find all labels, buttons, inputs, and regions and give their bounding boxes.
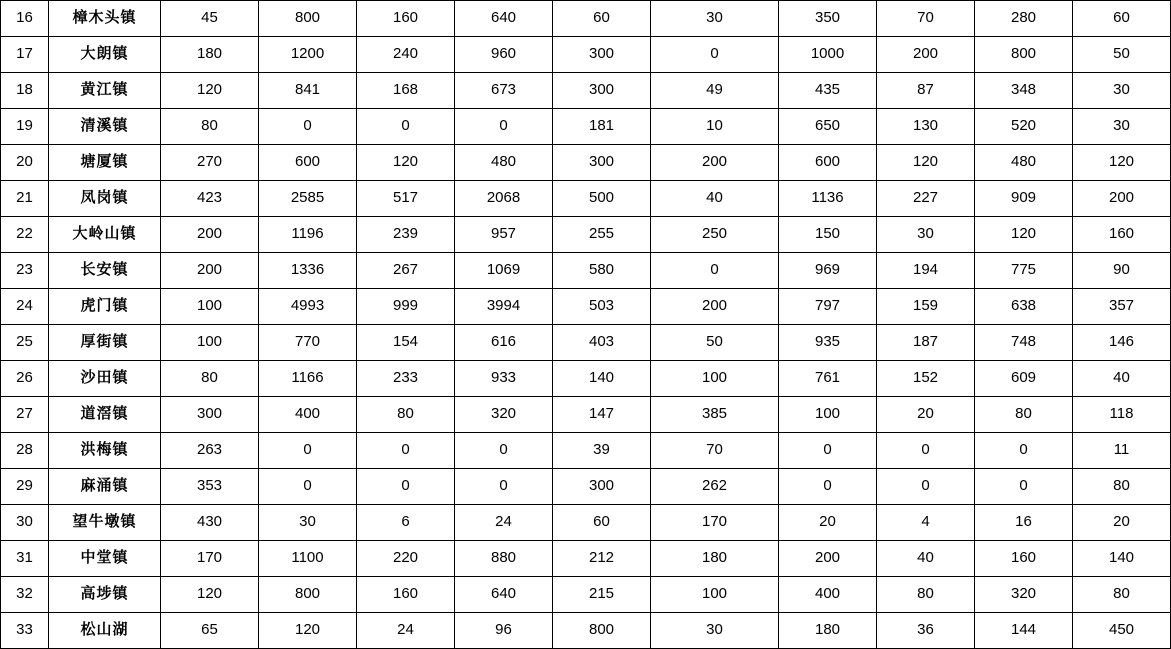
table-row[interactable]	[1, 217, 1171, 253]
value-cell[interactable]: 270	[161, 145, 259, 181]
value-cell[interactable]: 70	[651, 433, 779, 469]
value-cell[interactable]: 120	[877, 145, 975, 181]
value-cell[interactable]: 638	[975, 289, 1073, 325]
value-cell[interactable]: 960	[455, 37, 553, 73]
value-cell[interactable]: 263	[161, 433, 259, 469]
value-cell[interactable]: 120	[161, 73, 259, 109]
value-cell[interactable]: 36	[877, 613, 975, 649]
table-row[interactable]	[1, 289, 1171, 325]
value-cell[interactable]: 40	[1073, 361, 1171, 397]
value-cell[interactable]: 880	[455, 541, 553, 577]
row-index-cell[interactable]: 30	[1, 505, 49, 541]
value-cell[interactable]: 400	[779, 577, 877, 613]
value-cell[interactable]: 800	[259, 577, 357, 613]
value-cell[interactable]: 120	[1073, 145, 1171, 181]
row-index-cell[interactable]: 31	[1, 541, 49, 577]
value-cell[interactable]: 480	[455, 145, 553, 181]
value-cell[interactable]: 0	[651, 253, 779, 289]
value-cell[interactable]: 423	[161, 181, 259, 217]
value-cell[interactable]: 20	[877, 397, 975, 433]
town-name-cell[interactable]: 凤岗镇	[49, 181, 161, 217]
town-name-cell[interactable]: 中堂镇	[49, 541, 161, 577]
value-cell[interactable]: 435	[779, 73, 877, 109]
value-cell[interactable]: 118	[1073, 397, 1171, 433]
row-index-cell[interactable]: 22	[1, 217, 49, 253]
value-cell[interactable]: 90	[1073, 253, 1171, 289]
table-row[interactable]	[1, 181, 1171, 217]
value-cell[interactable]: 0	[975, 469, 1073, 505]
value-cell[interactable]: 2068	[455, 181, 553, 217]
row-index-cell[interactable]: 32	[1, 577, 49, 613]
table-row[interactable]	[1, 505, 1171, 541]
value-cell[interactable]: 0	[455, 109, 553, 145]
value-cell[interactable]: 39	[553, 433, 651, 469]
value-cell[interactable]: 200	[1073, 181, 1171, 217]
value-cell[interactable]: 255	[553, 217, 651, 253]
row-index-cell[interactable]: 27	[1, 397, 49, 433]
value-cell[interactable]: 673	[455, 73, 553, 109]
value-cell[interactable]: 150	[779, 217, 877, 253]
value-cell[interactable]: 30	[877, 217, 975, 253]
row-index-cell[interactable]: 29	[1, 469, 49, 505]
town-name-cell[interactable]: 塘厦镇	[49, 145, 161, 181]
town-name-cell[interactable]: 道滘镇	[49, 397, 161, 433]
value-cell[interactable]: 24	[455, 505, 553, 541]
value-cell[interactable]: 0	[357, 433, 455, 469]
value-cell[interactable]: 775	[975, 253, 1073, 289]
row-index-cell[interactable]: 20	[1, 145, 49, 181]
value-cell[interactable]: 640	[455, 577, 553, 613]
value-cell[interactable]: 140	[553, 361, 651, 397]
value-cell[interactable]: 0	[975, 433, 1073, 469]
value-cell[interactable]: 0	[779, 433, 877, 469]
value-cell[interactable]: 168	[357, 73, 455, 109]
value-cell[interactable]: 957	[455, 217, 553, 253]
value-cell[interactable]: 357	[1073, 289, 1171, 325]
table-row[interactable]	[1, 361, 1171, 397]
value-cell[interactable]: 841	[259, 73, 357, 109]
value-cell[interactable]: 147	[553, 397, 651, 433]
value-cell[interactable]: 240	[357, 37, 455, 73]
value-cell[interactable]: 320	[455, 397, 553, 433]
value-cell[interactable]: 0	[651, 37, 779, 73]
value-cell[interactable]: 0	[357, 109, 455, 145]
value-cell[interactable]: 200	[877, 37, 975, 73]
value-cell[interactable]: 350	[779, 1, 877, 37]
row-index-cell[interactable]: 16	[1, 1, 49, 37]
value-cell[interactable]: 194	[877, 253, 975, 289]
value-cell[interactable]: 517	[357, 181, 455, 217]
value-cell[interactable]: 180	[779, 613, 877, 649]
table-row[interactable]	[1, 145, 1171, 181]
value-cell[interactable]: 70	[877, 1, 975, 37]
table-row[interactable]	[1, 37, 1171, 73]
value-cell[interactable]: 100	[161, 289, 259, 325]
value-cell[interactable]: 80	[161, 109, 259, 145]
value-cell[interactable]: 1200	[259, 37, 357, 73]
value-cell[interactable]: 215	[553, 577, 651, 613]
value-cell[interactable]: 1136	[779, 181, 877, 217]
value-cell[interactable]: 60	[553, 1, 651, 37]
value-cell[interactable]: 50	[651, 325, 779, 361]
value-cell[interactable]: 220	[357, 541, 455, 577]
value-cell[interactable]: 267	[357, 253, 455, 289]
value-cell[interactable]: 2585	[259, 181, 357, 217]
table-row[interactable]	[1, 433, 1171, 469]
town-name-cell[interactable]: 虎门镇	[49, 289, 161, 325]
value-cell[interactable]: 1100	[259, 541, 357, 577]
value-cell[interactable]: 50	[1073, 37, 1171, 73]
table-row[interactable]	[1, 253, 1171, 289]
value-cell[interactable]: 120	[975, 217, 1073, 253]
value-cell[interactable]: 16	[975, 505, 1073, 541]
value-cell[interactable]: 180	[651, 541, 779, 577]
value-cell[interactable]: 40	[651, 181, 779, 217]
town-name-cell[interactable]: 沙田镇	[49, 361, 161, 397]
value-cell[interactable]: 49	[651, 73, 779, 109]
value-cell[interactable]: 239	[357, 217, 455, 253]
value-cell[interactable]: 300	[553, 145, 651, 181]
table-row[interactable]	[1, 469, 1171, 505]
table-row[interactable]	[1, 73, 1171, 109]
value-cell[interactable]: 60	[1073, 1, 1171, 37]
row-index-cell[interactable]: 25	[1, 325, 49, 361]
value-cell[interactable]: 65	[161, 613, 259, 649]
row-index-cell[interactable]: 24	[1, 289, 49, 325]
value-cell[interactable]: 1069	[455, 253, 553, 289]
value-cell[interactable]: 24	[357, 613, 455, 649]
value-cell[interactable]: 200	[779, 541, 877, 577]
value-cell[interactable]: 0	[455, 469, 553, 505]
value-cell[interactable]: 1000	[779, 37, 877, 73]
value-cell[interactable]: 30	[1073, 73, 1171, 109]
value-cell[interactable]: 609	[975, 361, 1073, 397]
value-cell[interactable]: 181	[553, 109, 651, 145]
value-cell[interactable]: 80	[1073, 577, 1171, 613]
value-cell[interactable]: 160	[1073, 217, 1171, 253]
value-cell[interactable]: 385	[651, 397, 779, 433]
town-name-cell[interactable]: 清溪镇	[49, 109, 161, 145]
value-cell[interactable]: 60	[553, 505, 651, 541]
value-cell[interactable]: 144	[975, 613, 1073, 649]
value-cell[interactable]: 250	[651, 217, 779, 253]
value-cell[interactable]: 40	[877, 541, 975, 577]
value-cell[interactable]: 0	[259, 109, 357, 145]
value-cell[interactable]: 120	[161, 577, 259, 613]
value-cell[interactable]: 80	[877, 577, 975, 613]
table-row[interactable]	[1, 397, 1171, 433]
value-cell[interactable]: 20	[1073, 505, 1171, 541]
value-cell[interactable]: 80	[975, 397, 1073, 433]
value-cell[interactable]: 520	[975, 109, 1073, 145]
table-body	[1, 1, 1171, 649]
value-cell[interactable]: 4993	[259, 289, 357, 325]
value-cell[interactable]: 227	[877, 181, 975, 217]
value-cell[interactable]: 20	[779, 505, 877, 541]
value-cell[interactable]: 30	[651, 1, 779, 37]
value-cell[interactable]: 909	[975, 181, 1073, 217]
value-cell[interactable]: 480	[975, 145, 1073, 181]
value-cell[interactable]: 503	[553, 289, 651, 325]
value-cell[interactable]: 800	[975, 37, 1073, 73]
value-cell[interactable]: 11	[1073, 433, 1171, 469]
town-name-cell[interactable]: 樟木头镇	[49, 1, 161, 37]
value-cell[interactable]: 30	[1073, 109, 1171, 145]
value-cell[interactable]: 187	[877, 325, 975, 361]
value-cell[interactable]: 400	[259, 397, 357, 433]
value-cell[interactable]: 403	[553, 325, 651, 361]
value-cell[interactable]: 212	[553, 541, 651, 577]
row-index-cell[interactable]: 18	[1, 73, 49, 109]
value-cell[interactable]: 800	[553, 613, 651, 649]
value-cell[interactable]: 640	[455, 1, 553, 37]
town-name-cell[interactable]: 厚街镇	[49, 325, 161, 361]
value-cell[interactable]: 100	[779, 397, 877, 433]
town-name-cell[interactable]: 长安镇	[49, 253, 161, 289]
table-row[interactable]	[1, 613, 1171, 649]
value-cell[interactable]: 154	[357, 325, 455, 361]
value-cell[interactable]: 160	[357, 1, 455, 37]
value-cell[interactable]: 180	[161, 37, 259, 73]
town-name-cell[interactable]: 洪梅镇	[49, 433, 161, 469]
value-cell[interactable]: 1166	[259, 361, 357, 397]
value-cell[interactable]: 3994	[455, 289, 553, 325]
value-cell[interactable]: 0	[357, 469, 455, 505]
table-row[interactable]	[1, 325, 1171, 361]
row-index-cell[interactable]: 17	[1, 37, 49, 73]
town-name-cell[interactable]: 麻涌镇	[49, 469, 161, 505]
value-cell[interactable]: 800	[259, 1, 357, 37]
town-name-cell[interactable]: 望牛墩镇	[49, 505, 161, 541]
value-cell[interactable]: 600	[779, 145, 877, 181]
value-cell[interactable]: 170	[651, 505, 779, 541]
value-cell[interactable]: 30	[651, 613, 779, 649]
value-cell[interactable]: 999	[357, 289, 455, 325]
value-cell[interactable]: 650	[779, 109, 877, 145]
row-index-cell[interactable]: 21	[1, 181, 49, 217]
table-row[interactable]	[1, 541, 1171, 577]
value-cell[interactable]: 969	[779, 253, 877, 289]
value-cell[interactable]: 262	[651, 469, 779, 505]
value-cell[interactable]: 160	[975, 541, 1073, 577]
value-cell[interactable]: 1196	[259, 217, 357, 253]
value-cell[interactable]: 200	[651, 289, 779, 325]
value-cell[interactable]: 120	[357, 145, 455, 181]
value-cell[interactable]: 600	[259, 145, 357, 181]
value-cell[interactable]: 797	[779, 289, 877, 325]
row-index-cell[interactable]: 28	[1, 433, 49, 469]
value-cell[interactable]: 0	[779, 469, 877, 505]
row-index-cell[interactable]: 33	[1, 613, 49, 649]
value-cell[interactable]: 300	[553, 37, 651, 73]
value-cell[interactable]: 770	[259, 325, 357, 361]
row-index-cell[interactable]: 19	[1, 109, 49, 145]
value-cell[interactable]: 200	[651, 145, 779, 181]
value-cell[interactable]: 152	[877, 361, 975, 397]
value-cell[interactable]: 80	[161, 361, 259, 397]
value-cell[interactable]: 80	[357, 397, 455, 433]
value-cell[interactable]: 320	[975, 577, 1073, 613]
value-cell[interactable]: 10	[651, 109, 779, 145]
value-cell[interactable]: 1336	[259, 253, 357, 289]
value-cell[interactable]: 348	[975, 73, 1073, 109]
value-cell[interactable]: 280	[975, 1, 1073, 37]
value-cell[interactable]: 159	[877, 289, 975, 325]
value-cell[interactable]: 4	[877, 505, 975, 541]
row-index-cell[interactable]: 23	[1, 253, 49, 289]
value-cell[interactable]: 170	[161, 541, 259, 577]
table-row[interactable]	[1, 1, 1171, 37]
value-cell[interactable]: 0	[259, 469, 357, 505]
town-name-cell[interactable]: 高埗镇	[49, 577, 161, 613]
value-cell[interactable]: 6	[357, 505, 455, 541]
value-cell[interactable]: 935	[779, 325, 877, 361]
value-cell[interactable]: 300	[161, 397, 259, 433]
value-cell[interactable]: 450	[1073, 613, 1171, 649]
town-name-cell[interactable]: 大岭山镇	[49, 217, 161, 253]
value-cell[interactable]: 200	[161, 217, 259, 253]
value-cell[interactable]: 146	[1073, 325, 1171, 361]
row-index-cell[interactable]: 26	[1, 361, 49, 397]
value-cell[interactable]: 87	[877, 73, 975, 109]
value-cell[interactable]: 580	[553, 253, 651, 289]
value-cell[interactable]: 30	[259, 505, 357, 541]
value-cell[interactable]: 0	[877, 469, 975, 505]
value-cell[interactable]: 761	[779, 361, 877, 397]
value-cell[interactable]: 100	[161, 325, 259, 361]
value-cell[interactable]: 0	[877, 433, 975, 469]
value-cell[interactable]: 100	[651, 577, 779, 613]
table-row[interactable]	[1, 109, 1171, 145]
value-cell[interactable]: 140	[1073, 541, 1171, 577]
value-cell[interactable]: 300	[553, 73, 651, 109]
value-cell[interactable]: 45	[161, 1, 259, 37]
table-row[interactable]	[1, 577, 1171, 613]
value-cell[interactable]: 500	[553, 181, 651, 217]
town-name-cell[interactable]: 大朗镇	[49, 37, 161, 73]
value-cell[interactable]: 353	[161, 469, 259, 505]
value-cell[interactable]: 430	[161, 505, 259, 541]
value-cell[interactable]: 200	[161, 253, 259, 289]
value-cell[interactable]: 933	[455, 361, 553, 397]
value-cell[interactable]: 100	[651, 361, 779, 397]
value-cell[interactable]: 0	[259, 433, 357, 469]
town-name-cell[interactable]: 黄江镇	[49, 73, 161, 109]
value-cell[interactable]: 160	[357, 577, 455, 613]
town-name-cell[interactable]: 松山湖	[49, 613, 161, 649]
value-cell[interactable]: 130	[877, 109, 975, 145]
value-cell[interactable]: 0	[455, 433, 553, 469]
value-cell[interactable]: 233	[357, 361, 455, 397]
value-cell[interactable]: 120	[259, 613, 357, 649]
value-cell[interactable]: 748	[975, 325, 1073, 361]
value-cell[interactable]: 80	[1073, 469, 1171, 505]
value-cell[interactable]: 96	[455, 613, 553, 649]
value-cell[interactable]: 300	[553, 469, 651, 505]
value-cell[interactable]: 616	[455, 325, 553, 361]
